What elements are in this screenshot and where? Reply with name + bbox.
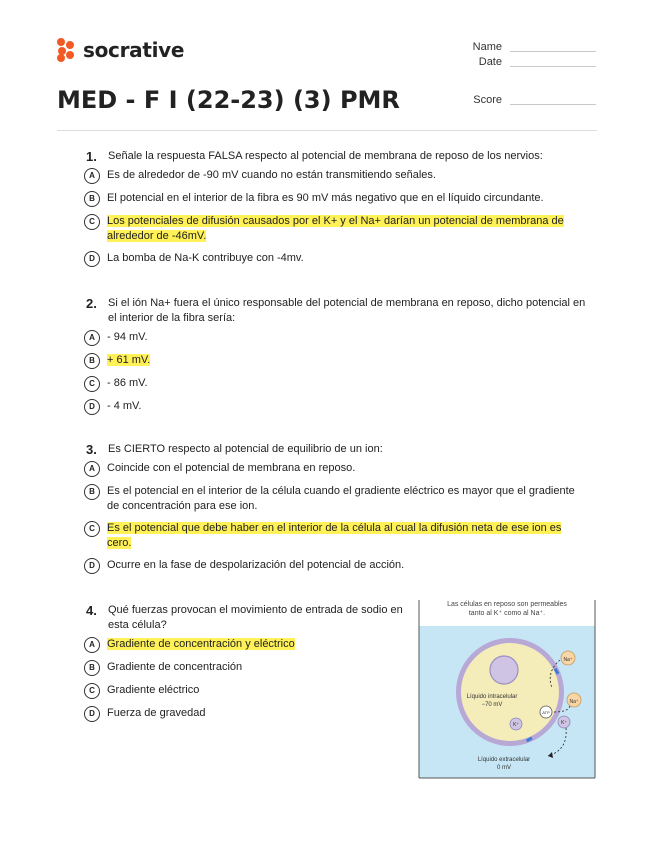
cell-membrane-figure	[418, 600, 596, 780]
option-letter: D	[84, 706, 100, 722]
option-letter: C	[84, 376, 100, 392]
option-d[interactable]	[84, 706, 404, 722]
question-number: 2.	[86, 296, 97, 311]
option-text: La bomba de Na-K contribuye con -4mv.	[107, 252, 304, 264]
cell-diagram	[418, 600, 596, 780]
page-header	[0, 0, 654, 130]
option-text: Ocurre en la fase de despolarización del potencial de acción.	[107, 559, 405, 571]
date-label: Date	[478, 56, 502, 68]
option-letter: D	[84, 251, 100, 267]
option-letter: B	[84, 353, 100, 369]
header-divider	[57, 130, 597, 131]
page-title: MED - F I (22-23) (3) PMR	[57, 86, 400, 114]
question-text: Si el ión Na+ fuera el único responsable del potencial de membrana en reposo, dicho potencial en el interior de la fibra sería:	[108, 297, 586, 324]
nucleus	[490, 656, 518, 684]
intracellular-label: Líquido intracelular	[466, 694, 518, 700]
question-number: 3.	[86, 442, 97, 457]
option-letter: C	[84, 521, 100, 537]
option-text: Coincide con el potencial de membrana en reposo.	[107, 462, 356, 474]
option-b[interactable]	[84, 660, 404, 676]
option-a[interactable]	[84, 168, 586, 184]
socrative-logo	[57, 38, 184, 62]
option-letter: D	[84, 399, 100, 415]
figure-caption: Las células en reposo son permeables tanto al K⁺ como al Na⁺.	[447, 601, 567, 617]
option-letter: A	[84, 461, 100, 477]
option-text: Fuerza de gravedad	[107, 707, 206, 719]
extracellular-label: Líquido extracelular	[477, 757, 531, 763]
score-label: Score	[473, 94, 502, 106]
score-line	[510, 104, 596, 105]
na-label: Na⁺	[569, 699, 579, 705]
option-letter: C	[84, 214, 100, 230]
option-d[interactable]	[84, 558, 586, 574]
option-b[interactable]	[84, 353, 586, 369]
option-text: El potencial en el interior de la fibra es 90 mV más negativo que en el líquido circundante.	[107, 192, 544, 204]
option-letter: B	[84, 191, 100, 207]
option-a[interactable]	[84, 637, 404, 653]
question-2	[86, 296, 586, 422]
question-text: Qué fuerzas provocan el movimiento de entrada de sodio en esta célula?	[108, 604, 403, 631]
question-number: 4.	[86, 603, 97, 618]
option-a[interactable]	[84, 330, 586, 346]
option-text: Es el potencial en el interior de la célula cuando el gradiente eléctrico es mayor que el gradiente de concentración para ese ion.	[107, 485, 575, 512]
option-c[interactable]	[84, 214, 586, 244]
option-text: - 86 mV.	[107, 377, 148, 389]
question-text: Es CIERTO respecto al potencial de equilibrio de un ion:	[108, 443, 383, 455]
option-text: Gradiente de concentración	[107, 661, 243, 673]
option-text-highlighted: + 61 mV.	[107, 354, 151, 366]
option-letter: C	[84, 683, 100, 699]
k-label: K⁺	[561, 720, 567, 726]
question-4	[86, 603, 404, 729]
option-c[interactable]	[84, 376, 586, 392]
question-text: Señale la respuesta FALSA respecto al potencial de membrana de reposo de los nervios:	[108, 150, 543, 162]
option-letter: A	[84, 637, 100, 653]
option-a[interactable]	[84, 461, 586, 477]
question-1	[86, 149, 586, 274]
name-line	[510, 51, 596, 52]
option-text-highlighted: Es el potencial que debe haber en el interior de la célula al cual la difusión neta de ese ion es cero.	[107, 522, 562, 549]
logo-mark-icon	[57, 38, 77, 62]
na-label: Na⁺	[563, 657, 573, 663]
option-text: Es de alrededor de -90 mV cuando no están transmitiendo señales.	[107, 169, 436, 181]
option-text-highlighted: Gradiente de concentración y eléctrico	[107, 638, 295, 650]
option-letter: A	[84, 168, 100, 184]
question-3	[86, 442, 586, 581]
question-number: 1.	[86, 149, 97, 164]
option-b[interactable]	[84, 484, 586, 514]
option-d[interactable]	[84, 251, 586, 267]
option-letter: B	[84, 660, 100, 676]
option-text-highlighted: Los potenciales de difusión causados por el K+ y el Na+ darían un potencial de membrana de alrededor de -46mV.	[107, 215, 564, 242]
name-label: Name	[472, 41, 502, 53]
option-c[interactable]	[84, 683, 404, 699]
option-text: - 4 mV.	[107, 400, 142, 412]
option-d[interactable]	[84, 399, 586, 415]
option-text: Gradiente eléctrico	[107, 684, 200, 696]
option-letter: D	[84, 558, 100, 574]
option-text: - 94 mV.	[107, 331, 148, 343]
option-b[interactable]	[84, 191, 586, 207]
option-c[interactable]	[84, 521, 586, 551]
atp-label: ATP	[542, 710, 550, 715]
k-label: K⁺	[513, 722, 519, 728]
option-letter: B	[84, 484, 100, 500]
intracellular-potential: −70 mV	[481, 702, 503, 708]
extracellular-potential: 0 mV	[496, 765, 512, 771]
date-line	[510, 66, 596, 67]
brand-name: socrative	[83, 38, 185, 62]
option-letter: A	[84, 330, 100, 346]
